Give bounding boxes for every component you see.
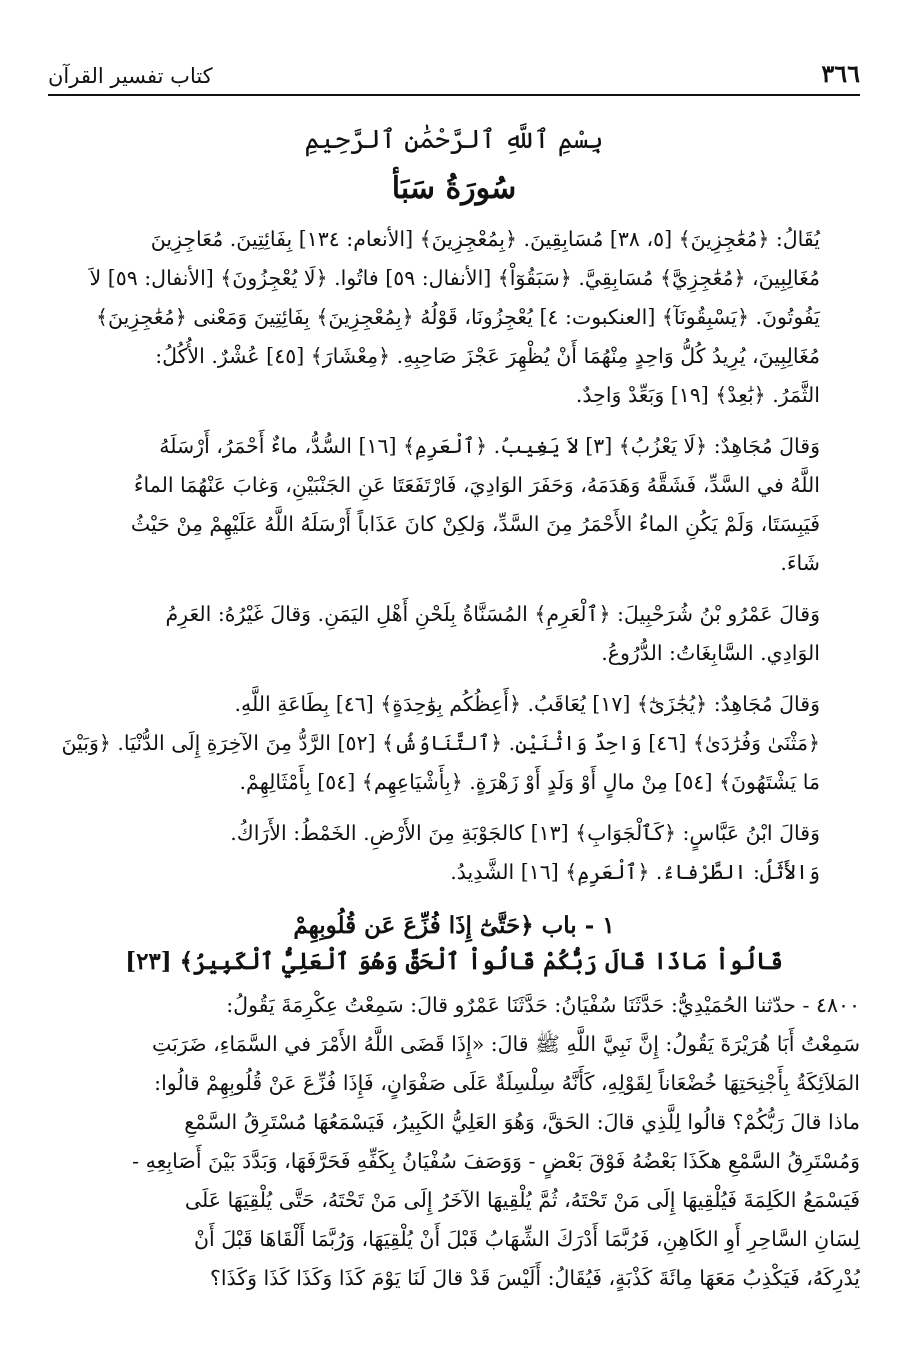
text-line: مَا يَشْتَهُونَ﴾ [٥٤] مِنْ مالٍ أَوْ وَلَدٍ أَوْ زَهْرَةٍ. ﴿بِأَشْيَاعِهِم﴾ [٥٤] بِأَمْثَالِهِمْ. — [239, 770, 820, 794]
text-line: لِسَانِ السَّاحِرِ أَوِ الكَاهِنِ، فَرُبَّمَا أَدْرَكَ الشِّهَابُ قَبْلَ أَنْ يُلْقِيَهَا، وَرُبَّمَا أَلْقَاهَا قَبْلَ أَنْ — [194, 1227, 860, 1251]
text-line: الثَّمَرُ. ﴿بَٰعِدْ﴾ [١٩] وَبَعِّدْ وَاحِدٌ. — [575, 383, 820, 407]
text-line: وَمُسْتَرِقُ السَّمْعِ هكَذَا بَعْضُهُ فَوْقَ بَعْضٍ - وَوَصَفَ سُفْيَانُ بِكَفِّهِ فَحَرَّفَهَا، وَبَدَّدَ بَيْنَ أَصَابِعِهِ - — [132, 1149, 860, 1173]
text-line: ٤٨٠٠ - حدّثنا الحُمَيْدِيُّ: حَدَّثَنَا سُفْيَانُ: حَدَّثَنَا عَمْرٌو قالَ: سَمِعْتُ عِكْرِمَةَ يَقُولُ: — [226, 993, 860, 1017]
chapter-heading-line: ١ - باب ﴿حَتَّىٰٓ إِذَا فُزِّعَ عَن قُلُوبِهِمْ — [293, 912, 615, 939]
paragraph-5 — [48, 814, 860, 892]
hadith-text — [48, 986, 860, 1298]
paragraph-4 — [48, 685, 860, 802]
text-line: الوَادِي. السَّابِغَاتُ: الدُّرُوعُ. — [601, 641, 820, 665]
commentary — [48, 220, 860, 892]
book-title: كتاب تفسير القرآن — [48, 64, 213, 88]
text-line: فَيَسْمَعُ الكَلِمَةَ فَيُلْقِيهَا إِلَى مَنْ تَحْتَهُ، ثُمَّ يُلْقِيهَا الآخَرُ إِلَى مَنْ تَحْتَهُ، حَتَّى يُلْقِيَهَا عَلَى — [184, 1188, 860, 1212]
paragraph-1 — [48, 220, 860, 415]
text-line: شَاءَ. — [780, 551, 820, 575]
text-line: وَقالَ ابْنُ عَبَّاسٍ: ﴿كَٱلْجَوَابِ﴾ [١٣] كالجَوْبَةِ مِنَ الأَرْضِ. الخَمْطُ: الأَرَاكُ. — [230, 821, 820, 845]
text-line: ﴿مَثْنَىٰ وَفُرَٰدَىٰ﴾ [٤٦] وَاحِدٌ وَاثْنَيْنِ. ﴿ٱلتَّنَاوُشُ﴾ [٥٢] الرَّدُّ مِنَ الآخِرَةِ إِلَى الدُّنْيَا. ﴿وَبَيْنَ — [61, 731, 820, 755]
chapter-heading-line: قَالُواْ مَاذَا قَالَ رَبُّكُمْ قَالُواْ ٱلْحَقَّ وَهُوَ ٱلْعَلِيُّ ٱلْكَبِيرُ﴾ [٢٣] — [125, 948, 783, 975]
text-line: وَقالَ مُجَاهِدٌ: ﴿لَا يَعْزُبُ﴾ [٣] لاَ يَغِيبُ. ﴿ٱلْعَرِمِ﴾ [١٦] السُّدُّ، ماءٌ أَحْمَرُ، أَرْسَلَهُ — [159, 434, 820, 458]
paragraph-3 — [48, 595, 860, 673]
text-line: مُغَالِبِينَ، يُرِيدُ كُلُّ وَاحِدٍ مِنْهُمَا أَنْ يُظْهِرَ عَجْزَ صَاحِبِهِ. ﴿مِعْشَارَ﴾ [٤٥] عُشْرٌ. الأُكُلُ: — [155, 344, 820, 368]
text-line: فَيَبِسَتَا، وَلَمْ يَكُنِ الماءُ الأَحْمَرُ مِنَ السَّدِّ، وَلكِنْ كانَ عَذَاباً أَرْسَلَهُ اللَّهُ عَلَيْهِمْ مِنْ حَيْثُ — [130, 512, 820, 536]
text-line: يُقَالُ: ﴿مُعَٰجِزِينَ﴾ [٥، ٣٨] مُسَابِقِينَ. ﴿بِمُعْجِزِينَ﴾ [الأنعام: ١٣٤] بِفَائِتِينَ. مُعَاجِزِينَ — [150, 227, 820, 251]
page-header — [48, 56, 860, 96]
text-line: وَالأَثَلُ: الطَّرْفاءُ. ﴿ٱلْعَرِمِ﴾ [١٦] الشَّدِيدُ. — [450, 860, 820, 884]
text-line: وَقالَ مُجَاهِدٌ: ﴿يُجَٰزَىٰٓ﴾ [١٧] يُعَاقَبُ. ﴿أَعِظُكُم بِوَٰحِدَةٍ﴾ [٤٦] بِطَاعَةِ اللَّهِ. — [234, 692, 820, 716]
page-number: ٣٦٦ — [821, 59, 860, 88]
text-line: يُدْرِكَهُ، فَيَكْذِبُ مَعَهَا مِائَةَ كَذْبَةٍ، فَيُقَالُ: أَلَيْسَ قَدْ قالَ لَنَا يَوْمَ كَذَا وَكَذَا كَذَا وَكَذَا؟ — [209, 1266, 860, 1290]
paragraph-2 — [48, 427, 860, 583]
text-line: المَلاَئِكَةُ بِأَجْنِحَتِهَا خُضْعَاناً لِقَوْلِهِ، كَأَنَّهُ سِلْسِلَةٌ عَلَى صَفْوَانٍ، فَإِذَا فُزِّعَ عَنْ قُلُوبِهِمْ قالُوا: — [154, 1071, 860, 1095]
text-line: اللَّهُ في السَّدِّ، فَشَقَّهُ وَهَدَمَهُ، وَحَفَرَ الوَادِيَ، فَارْتَفَعَتَا عَنِ الجَنْبَيْنِ، وَغابَ عَنْهُمَا الماءُ — [133, 473, 820, 497]
text-line: يَفُوتُونَ. ﴿يَسْبِقُونَآ﴾ [العنكبوت: ٤] يُعْجِزُونَا، قَوْلُهُ ﴿بِمُعْجِزِينَ﴾ بِفَائِتِينَ وَمَعْنى ﴿مُعَٰجِزِينَ﴾ — [96, 305, 820, 329]
chapter-heading — [48, 908, 860, 980]
surah-title: سُورَةُ سَبَأ — [391, 171, 517, 206]
basmala: بِسْمِ ٱللَّهِ ٱلرَّحْمَٰنِ ٱلرَّحِيمِ — [304, 125, 604, 155]
text-line: ماذا قالَ رَبُّكُمْ؟ قالُوا لِلَّذِي قالَ: الحَقَّ، وَهُوَ العَلِيُّ الكَبِيرُ، فَيَسْمَعُهَا مُسْتَرِقُ السَّمْعِ — [184, 1110, 860, 1134]
text-line: وَقالَ عَمْرُو بْنُ شُرَحْبِيلَ: ﴿ٱلْعَرِمِ﴾ المُسَنَّاةُ بِلَحْنِ أَهْلِ اليَمَنِ. وَقالَ غَيْرُهُ: العَرِمُ — [165, 602, 820, 626]
text-line: سَمِعْتُ أَبَا هُرَيْرَةَ يَقُولُ: إِنَّ نَبِيَّ اللَّهِ ﷺ قالَ: «إِذَا قَضَى اللَّهُ الأَمْرَ في السَّمَاءِ، ضَرَبَتِ — [152, 1032, 860, 1056]
text-line: مُغَالِبِينَ، ﴿مُعَٰجِزِيَّ﴾ مُسَابِقِيَّ. ﴿سَبَقُوٓاْ﴾ [الأنفال: ٥٩] فاتُوا. ﴿لَا يُعْجِزُونَ﴾ [الأنفال: ٥٩] لاَ — [89, 266, 820, 290]
